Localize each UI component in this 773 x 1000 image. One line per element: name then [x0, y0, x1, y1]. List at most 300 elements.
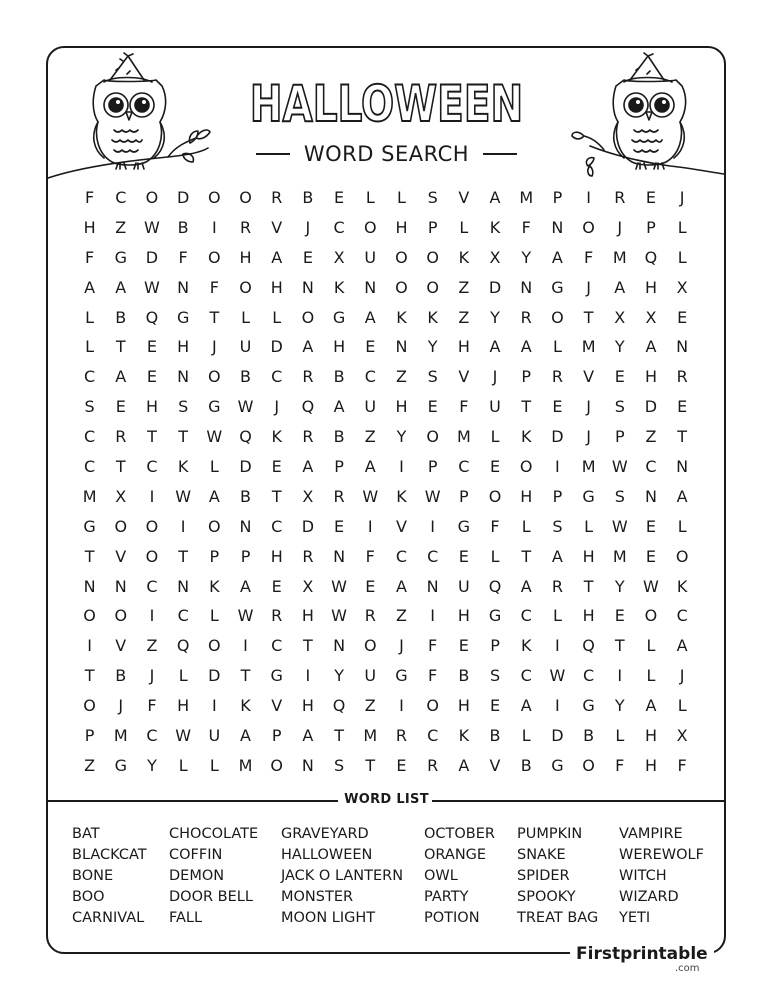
grid-letter: C [427, 726, 439, 746]
grid-letter: K [489, 217, 501, 237]
grid-letter: A [115, 277, 127, 297]
grid-letter: T [334, 726, 344, 746]
grid-letter: X [333, 247, 345, 267]
grid-letter: Y [521, 247, 532, 267]
grid-letter: N [676, 337, 689, 357]
grid-letter: G [114, 247, 127, 267]
grid-letter: G [332, 307, 346, 327]
word-list-column [517, 824, 598, 929]
grid-letter: C [84, 367, 96, 387]
grid-letter: L [241, 307, 250, 327]
grid-letter: D [239, 457, 252, 477]
grid-letter: X [676, 277, 688, 297]
grid-letter: H [457, 606, 470, 626]
word-list-item: MONSTER [281, 889, 354, 905]
grid-letter: I [399, 457, 404, 477]
grid-letter: O [114, 606, 128, 626]
grid-letter: C [146, 457, 158, 477]
grid-letter: T [115, 457, 126, 477]
grid-letter: L [552, 606, 562, 626]
grid-letter: T [147, 427, 157, 447]
grid-letter: T [271, 486, 282, 506]
grid-letter: P [271, 726, 282, 746]
grid-letter: O [395, 247, 408, 267]
grid-letter: T [583, 307, 594, 327]
grid-letter: E [677, 397, 688, 417]
grid-letter: A [240, 726, 251, 746]
grid-letter: N [333, 636, 346, 656]
word-list-column [169, 824, 258, 929]
grid-letter: R [395, 726, 408, 746]
word-list-item: FALL [169, 910, 203, 926]
grid-letter: C [146, 726, 158, 746]
grid-letter: Q [176, 636, 190, 656]
grid-letter: P [614, 427, 625, 447]
grid-letter: E [458, 636, 469, 656]
grid-letter: L [272, 307, 282, 327]
grid-letter: O [145, 546, 159, 566]
word-list-item: COFFIN [169, 847, 223, 863]
grid-letter: B [240, 367, 252, 387]
grid-letter: L [459, 217, 469, 237]
grid-letter: C [333, 217, 345, 237]
grid-letter: I [367, 516, 373, 536]
grid-letter: I [211, 217, 217, 237]
grid-letter: C [271, 636, 283, 656]
grid-letter: E [645, 546, 657, 566]
grid-letter: Q [239, 427, 252, 447]
grid-letter: N [333, 546, 346, 566]
grid-letter: O [426, 247, 439, 267]
grid-letter: L [677, 516, 687, 536]
grid-letter: W [175, 486, 192, 506]
grid-letter: I [617, 666, 623, 686]
grid-letter: G [270, 666, 283, 686]
grid-letter: N [177, 277, 190, 297]
grid-letter: D [208, 666, 221, 686]
grid-letter: N [301, 277, 314, 297]
grid-letter: K [177, 457, 189, 477]
grid-letter: I [555, 636, 560, 656]
grid-letter: F [677, 755, 687, 775]
grid-letter: L [615, 726, 625, 746]
grid-letter: H [644, 755, 657, 775]
grid-letter: F [365, 546, 375, 566]
grid-letter: E [115, 397, 126, 417]
grid-letter: V [458, 367, 470, 387]
grid-letter: A [395, 576, 407, 596]
grid-letter: J [492, 367, 498, 387]
grid-letter: C [645, 457, 657, 477]
grid-letter: S [489, 666, 501, 686]
grid-letter: A [520, 576, 532, 596]
grid-letter: A [302, 726, 314, 746]
grid-letter: H [582, 606, 595, 626]
grid-letter: S [427, 367, 438, 387]
grid-letter: G [551, 755, 564, 775]
grid-letter: A [115, 367, 127, 387]
grid-letter: C [520, 606, 532, 626]
grid-letter: F [428, 636, 438, 656]
grid-letter: H [301, 696, 314, 716]
word-list-item: WIZARD [619, 889, 679, 905]
grid-letter: C [583, 666, 595, 686]
grid-letter: A [551, 247, 563, 267]
grid-letter: A [84, 277, 96, 297]
grid-letter: R [333, 486, 345, 506]
word-list-column [619, 824, 704, 929]
grid-letter: K [396, 307, 407, 327]
grid-letter: V [271, 696, 283, 716]
grid-letter: A [240, 576, 251, 596]
grid-letter: Y [614, 576, 625, 596]
grid-letter: L [209, 606, 219, 626]
word-list-item: PARTY [424, 889, 469, 905]
grid-letter: G [114, 755, 127, 775]
grid-letter: E [365, 576, 376, 596]
page-subtitle: WORD SEARCH [303, 142, 470, 166]
grid-letter: L [85, 307, 95, 327]
grid-letter: A [520, 337, 532, 357]
grid-letter: E [645, 188, 657, 207]
grid-letter: R [614, 188, 626, 207]
grid-letter: H [644, 367, 657, 387]
grid-letter: Y [614, 337, 625, 357]
grid-letter: O [675, 546, 689, 566]
grid-letter: W [331, 606, 347, 626]
grid-letter: E [677, 307, 688, 327]
grid-letter: N [364, 277, 377, 297]
grid-letter: F [209, 277, 219, 297]
grid-letter: Z [84, 755, 96, 775]
grid-letter: G [208, 397, 221, 417]
grid-letter: J [149, 666, 155, 686]
grid-letter: O [208, 636, 221, 656]
word-list-item: VAMPIRE [619, 826, 683, 842]
grid-letter: L [584, 516, 594, 536]
word-list-item: WEREWOLF [619, 847, 704, 863]
grid-letter: B [520, 755, 532, 775]
grid-letter: M [519, 188, 534, 207]
grid-letter: B [240, 486, 252, 506]
subtitle-divider-right [483, 153, 517, 155]
grid-letter: Q [301, 397, 315, 417]
grid-letter: H [177, 696, 190, 716]
grid-letter: X [645, 307, 657, 327]
grid-letter: W [362, 486, 379, 506]
grid-letter: N [239, 516, 252, 536]
grid-letter: O [208, 367, 221, 387]
grid-letter: W [643, 576, 659, 596]
grid-letter: K [676, 576, 688, 596]
grid-letter: A [208, 486, 220, 506]
grid-letter: W [237, 606, 254, 626]
grid-letter: M [456, 427, 471, 447]
word-list-column [281, 824, 403, 929]
grid-letter: E [458, 546, 469, 566]
word-list-item: CHOCOLATE [169, 826, 259, 842]
grid-letter: H [301, 606, 314, 626]
grid-letter: N [426, 576, 439, 596]
grid-letter: I [586, 188, 591, 207]
grid-letter: H [644, 726, 657, 746]
grid-letter: G [395, 666, 408, 686]
grid-letter: M [363, 726, 378, 746]
grid-letter: H [239, 247, 252, 267]
grid-letter: A [551, 546, 563, 566]
grid-letter: U [364, 247, 377, 267]
grid-letter: T [209, 307, 220, 327]
grid-letter: F [615, 755, 625, 775]
brand-domain: .com [675, 963, 700, 974]
grid-letter: Q [582, 636, 595, 656]
grid-letter: I [211, 696, 217, 716]
grid-letter: W [175, 726, 192, 746]
grid-letter: P [427, 217, 438, 237]
grid-letter: N [676, 457, 689, 477]
grid-letter: R [302, 367, 314, 387]
grid-letter: X [302, 486, 314, 506]
grid-letter: Y [490, 307, 500, 327]
grid-letter: L [646, 636, 656, 656]
grid-letter: O [208, 247, 221, 267]
grid-letter: Y [427, 337, 438, 357]
grid-letter: D [270, 337, 283, 357]
grid-letter: B [115, 307, 127, 327]
grid-letter: L [85, 337, 95, 357]
grid-letter: T [84, 666, 95, 686]
grid-letter: V [458, 188, 470, 207]
grid-letter: E [614, 606, 625, 626]
grid-letter: N [551, 217, 564, 237]
grid-letter: N [177, 576, 190, 596]
grid-letter: T [677, 427, 688, 447]
grid-letter: F [428, 666, 438, 686]
grid-letter: W [144, 277, 160, 297]
grid-letter: O [114, 516, 128, 536]
grid-letter: M [238, 755, 253, 775]
grid-letter: N [395, 337, 408, 357]
grid-letter: O [582, 755, 595, 775]
grid-letter: J [586, 397, 591, 417]
grid-letter: O [363, 217, 377, 237]
grid-letter: G [176, 307, 190, 327]
word-list-item: SPOOKY [517, 889, 576, 905]
grid-letter: E [365, 337, 376, 357]
grid-letter: X [489, 247, 501, 267]
word-list-title: WORD LIST [339, 792, 434, 807]
grid-letter: I [399, 696, 404, 716]
grid-letter: B [177, 217, 189, 237]
grid-letter: C [271, 516, 283, 536]
grid-letter: Z [395, 367, 407, 387]
grid-letter: T [115, 337, 126, 357]
grid-letter: H [333, 337, 346, 357]
grid-letter: Z [146, 636, 158, 656]
grid-letter: J [586, 427, 591, 447]
grid-letter: O [363, 636, 377, 656]
grid-letter: O [426, 696, 439, 716]
grid-letter: E [334, 188, 345, 207]
grid-letter: W [611, 516, 628, 536]
grid-letter: V [115, 546, 127, 566]
grid-letter: V [489, 755, 501, 775]
grid-letter: O [239, 188, 252, 207]
grid-letter: B [333, 427, 345, 447]
word-list-column [424, 824, 495, 929]
grid-letter: S [552, 516, 563, 536]
grid-letter: A [614, 277, 626, 297]
grid-letter: J [274, 397, 280, 417]
grid-letter: C [84, 427, 96, 447]
grid-letter: H [582, 546, 595, 566]
grid-letter: L [646, 666, 656, 686]
grid-letter: G [551, 277, 564, 297]
grid-letter: H [83, 217, 96, 237]
grid-letter: L [178, 666, 188, 686]
grid-letter: W [549, 666, 566, 686]
grid-letter: J [679, 666, 685, 686]
grid-letter: W [331, 576, 347, 596]
grid-letter: W [206, 427, 223, 447]
grid-letter: A [271, 247, 283, 267]
grid-letter: D [551, 726, 564, 746]
page-title: HALLOWEEN [249, 75, 524, 133]
grid-letter: G [83, 516, 96, 536]
grid-letter: M [612, 546, 627, 566]
grid-letter: A [364, 307, 376, 327]
grid-letter: H [270, 277, 283, 297]
grid-letter: O [644, 606, 658, 626]
grid-letter: W [611, 457, 628, 477]
grid-letter: U [364, 397, 377, 417]
grid-letter: O [395, 277, 408, 297]
grid-letter: A [489, 188, 501, 207]
grid-letter: H [457, 337, 470, 357]
grid-letter: O [551, 307, 564, 327]
grid-letter: P [334, 457, 344, 477]
grid-letter: U [208, 726, 221, 746]
grid-letter: L [552, 337, 562, 357]
grid-letter: J [118, 696, 124, 716]
grid-letter: I [430, 606, 436, 626]
grid-letter: L [209, 457, 219, 477]
grid-letter: O [208, 188, 221, 207]
grid-letter: H [177, 337, 190, 357]
word-list-item: OWL [424, 868, 458, 884]
grid-letter: R [239, 217, 252, 237]
grid-letter: I [149, 606, 155, 626]
grid-letter: R [302, 427, 314, 447]
grid-letter: K [396, 486, 407, 506]
word-list-item: CARNIVAL [72, 910, 145, 926]
grid-letter: W [424, 486, 441, 506]
grid-letter: R [302, 546, 314, 566]
grid-letter: F [521, 217, 531, 237]
grid-letter: I [555, 457, 560, 477]
grid-letter: Y [614, 696, 625, 716]
grid-letter: N [177, 367, 190, 387]
grid-letter: K [209, 576, 220, 596]
grid-letter: E [489, 457, 501, 477]
word-list-item: BONE [72, 868, 114, 884]
grid-letter: O [208, 516, 221, 536]
grid-letter: E [489, 696, 501, 716]
grid-letter: I [180, 516, 186, 536]
grid-letter: W [144, 217, 160, 237]
grid-letter: O [582, 217, 595, 237]
grid-letter: F [147, 696, 157, 716]
grid-letter: X [115, 486, 127, 506]
grid-letter: A [645, 696, 657, 716]
grid-letter: O [426, 277, 439, 297]
word-list-item: SPIDER [517, 868, 570, 884]
grid-letter: E [645, 516, 657, 536]
grid-letter: P [646, 217, 656, 237]
word-list-item: JACK O LANTERN [281, 868, 404, 884]
grid-letter: R [115, 427, 127, 447]
grid-letter: J [679, 188, 685, 207]
grid-letter: T [303, 636, 313, 656]
grid-letter: L [490, 427, 500, 447]
grid-letter: B [583, 726, 595, 746]
grid-letter: V [115, 636, 127, 656]
word-list-item: PUMPKIN [517, 826, 583, 842]
grid-letter: P [521, 367, 532, 387]
grid-letter: H [644, 277, 657, 297]
grid-letter: M [612, 247, 627, 267]
grid-letter: R [271, 188, 283, 207]
grid-letter: E [302, 247, 313, 267]
word-list-item: YETI [619, 910, 651, 926]
grid-letter: R [271, 606, 283, 626]
grid-letter: E [146, 337, 158, 357]
grid-letter: A [333, 397, 345, 417]
grid-letter: F [84, 247, 95, 267]
grid-letter: F [459, 397, 469, 417]
grid-letter: E [334, 516, 345, 536]
grid-letter: I [149, 486, 155, 506]
grid-letter: A [520, 696, 532, 716]
grid-letter: Q [145, 307, 159, 327]
grid-letter: O [301, 307, 315, 327]
grid-letter: Z [458, 307, 470, 327]
grid-letter: G [457, 516, 471, 536]
grid-letter: C [458, 457, 470, 477]
grid-letter: D [301, 516, 315, 536]
grid-letter: C [271, 367, 283, 387]
grid-letter: Y [396, 427, 407, 447]
brand-logo-text: Firstprintable [570, 944, 714, 964]
grid-letter: K [520, 636, 532, 656]
word-list-item: BOO [72, 889, 105, 905]
grid-letter: A [458, 755, 470, 775]
grid-letter: B [333, 367, 345, 387]
grid-letter: T [521, 546, 532, 566]
grid-letter: H [145, 397, 158, 417]
grid-letter: H [395, 217, 408, 237]
grid-letter: T [365, 755, 376, 775]
grid-letter: M [113, 726, 128, 746]
grid-letter: Z [395, 606, 407, 626]
grid-letter: P [459, 486, 469, 506]
grid-letter: S [614, 397, 625, 417]
grid-letter: U [239, 337, 252, 357]
grid-letter: R [364, 606, 376, 626]
grid-letter: D [644, 397, 658, 417]
word-list-item: MOON LIGHT [281, 910, 376, 926]
grid-letter: A [676, 486, 688, 506]
